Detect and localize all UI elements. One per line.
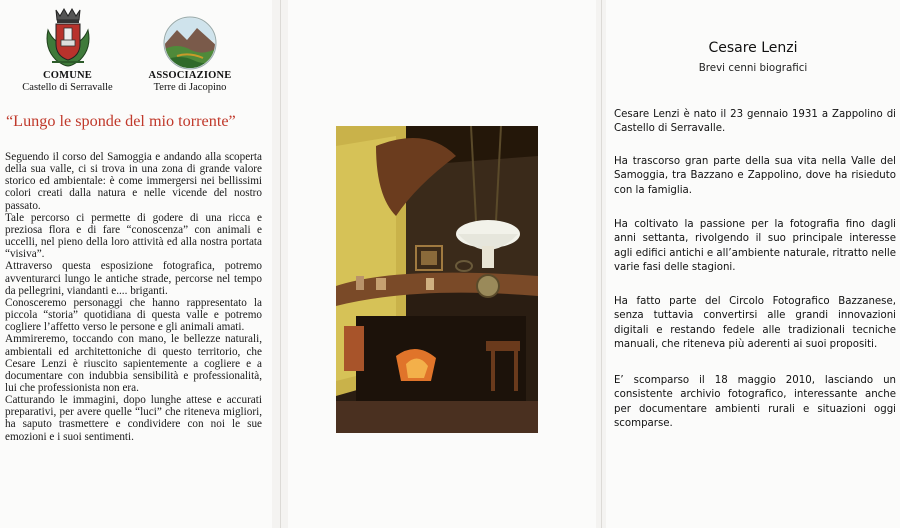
bio-paragraph: E’ scomparso il 18 maggio 2010, lasciando un consistente archivio fotografico, interessante anche per documentare ambienti rurali e situazioni oggi scomparse. <box>614 375 896 429</box>
bio-paragraph: Ha trascorso gran parte della sua vita nella Valle del Samoggia, tra Bazzano e Zappolino, dove ha risieduto con la famiglia. <box>614 156 896 196</box>
associazione-label: ASSOCIAZIONE <box>148 70 232 81</box>
associazione-logo-icon <box>163 16 217 70</box>
bio-name: Cesare Lenzi <box>708 40 798 56</box>
comune-crest-icon <box>42 4 94 68</box>
intro-paragraph: Tale percorso ci permette di godere di una ricca e preziosa flora e di fare “conoscenza” con animali e uccelli, nel pieno della loro attività ed alla nostra portata “visiva”. <box>5 211 262 261</box>
intro-paragraph: Conosceremo personaggi che hanno rappresentato la piccola “storia” quotidiana di questa valle e potremo cogliere l’affetto verso le persone e gli animali amati. <box>5 296 262 334</box>
intro-paragraph: Attraverso questa esposizione fotografica, potremo avventurarci lungo le antiche strade, percorse nel tempo da pellegrini, viandanti e.... briganti. <box>5 260 262 297</box>
bio-subtitle: Brevi cenni biografici <box>698 62 808 74</box>
associazione-logo-block <box>135 0 245 100</box>
kitchen-photo <box>336 126 538 433</box>
bio-paragraph: Ha coltivato la passione per la fotografia fino dagli anni settanta, rivolgendo il suo principale interesse agli edifici antichi e all’ambiente naturale, ritratto nelle varie fasi delle stagioni. <box>614 219 896 273</box>
bio-paragraph: Cesare Lenzi è nato il 23 gennaio 1931 a Zappolino di Castello di Serravalle. <box>614 109 896 135</box>
bio-paragraph: Ha fatto parte del Circolo Fotografico Bazzanese, senza tuttavia convertirsi alle grandi innovazioni digitali e restando fedele alle tradizionali tecniche manuali, che riteneva più aderenti ai suoi propositi. <box>614 296 896 350</box>
intro-text <box>5 151 262 443</box>
fold-line <box>601 0 602 528</box>
intro-paragraph: Ammireremo, toccando con mano, le bellezze naturali, ambientali ed architettoniche di questo territorio, che Cesare Lenzi è riuscito sapientemente a cogliere e a documentare con indubbia sensibilità e professionalità, lui che professionista non era. <box>5 333 262 394</box>
fold-line <box>280 0 281 528</box>
comune-logo-block <box>0 0 135 100</box>
comune-label: COMUNE <box>42 70 93 81</box>
brochure-title: “Lungo le sponde del mio torrente” <box>6 112 236 130</box>
associazione-name: Terre di Jacopino <box>153 82 227 93</box>
comune-place: Castello di Serravalle <box>22 82 113 93</box>
intro-paragraph: Seguendo il corso del Samoggia e andando alla scoperta della sua valle, ci si trova in una zona di grande valore storico ed ambientale: è come immergersi nei bellissimi colori creati dalla natura e nelle vicende del nostro passato. <box>5 151 262 212</box>
intro-paragraph: Catturando le immagini, dopo lunghe attese e accurati preparativi, per avere quelle “luci” che riteneva migliori, ha saputo trasmettere e condividere con noi le sue emozioni e i suoi sentimenti. <box>5 394 262 443</box>
